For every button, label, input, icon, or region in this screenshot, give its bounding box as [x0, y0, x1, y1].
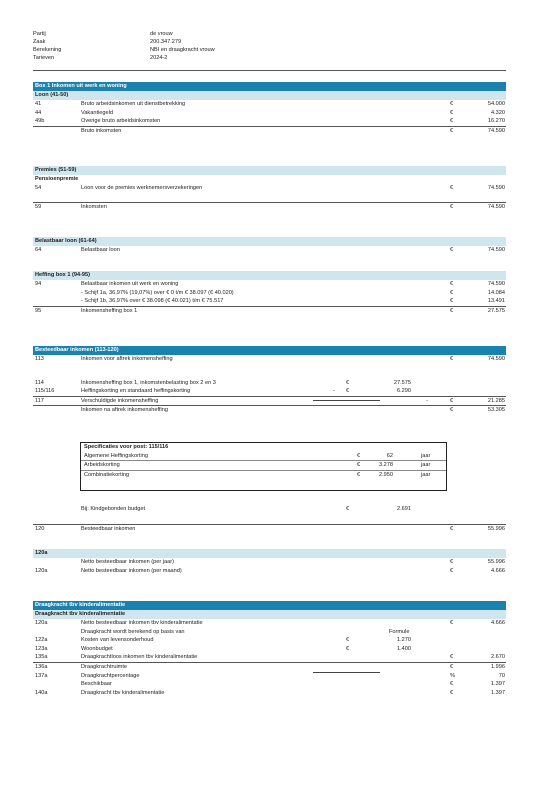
row-label: Heffingskorting en standaard heffingskorting	[81, 388, 191, 395]
subsection-title: Heffing box 1 (94-95)	[33, 271, 506, 280]
currency-symbol: €	[450, 185, 454, 191]
table-row	[33, 379, 506, 388]
currency-symbol: €	[450, 356, 454, 362]
row-amount: 70	[498, 672, 505, 679]
row-amount: 74.590	[487, 247, 505, 253]
table-row	[33, 505, 506, 514]
row-label: Inkomsten	[81, 203, 107, 210]
currency-symbol: €	[450, 689, 454, 696]
row-label: Draagkrachtruimte	[81, 663, 128, 670]
section-besteedbaar-inkomen	[33, 346, 506, 415]
row-amount: 74.590	[487, 281, 505, 287]
row-code: 115/116	[35, 388, 55, 395]
row-code: 120a	[35, 567, 48, 574]
row-amount: 1.397	[491, 681, 505, 688]
table-row-total	[33, 306, 506, 316]
currency-symbol: €	[450, 559, 454, 565]
row-amount: 62	[386, 452, 393, 459]
table-row	[33, 619, 506, 628]
row-amount: 74.590	[487, 356, 505, 362]
row-amount: 1.397	[491, 689, 505, 696]
row-amount: 54.000	[487, 101, 505, 107]
row-amount: 4.320	[491, 109, 505, 116]
table-row	[33, 567, 506, 576]
currency-symbol: €	[450, 109, 454, 116]
table-row	[33, 297, 506, 306]
row-code: 114	[35, 379, 44, 386]
section-title: Box 1 Inkomen uit werk en woning	[33, 82, 506, 91]
section-heffing-box1	[33, 271, 506, 315]
row-label: Draagkracht tbv kinderalimentatie	[81, 689, 165, 696]
row-amount: 1.400	[397, 645, 411, 652]
row-amount: 16.270	[487, 118, 505, 125]
row-code: 59	[35, 203, 42, 210]
row-label: Belastbaar loon	[81, 247, 120, 253]
row-label: Draagkracht wordt berekend op basis van	[81, 628, 185, 635]
row-code: 136a	[35, 663, 48, 670]
row-label: - Schijf 1a, 36,97% (19,07%) over € 0 t/m € 38.097 (€ 40.020)	[81, 289, 234, 296]
row-label: Overige bruto arbeidsinkomsten	[81, 118, 161, 125]
currency-symbol: €	[450, 281, 454, 287]
row-unit: jaar	[421, 471, 431, 478]
row-value: Formule	[389, 628, 410, 635]
row-amount: 14.084	[487, 289, 505, 296]
row-label: Netto besteedbaar inkomen (per jaar)	[81, 559, 174, 565]
currency-symbol: €	[450, 681, 454, 688]
specification-row	[81, 452, 446, 461]
subtotal-rule	[313, 672, 380, 673]
header-divider	[33, 70, 506, 71]
row-amount: 74.590	[487, 203, 505, 210]
currency-symbol: €	[346, 645, 350, 652]
row-label: Beschikbaar	[81, 681, 112, 688]
row-label: Loon voor de premies werknemersverzekeringen	[81, 185, 203, 191]
table-row-total	[33, 202, 506, 212]
row-label: Belastbaar inkomen uit werk en woning	[81, 281, 179, 287]
row-code: 135a	[35, 654, 48, 661]
row-label: Draagkrachtpercentage	[81, 672, 140, 679]
row-code: 113	[35, 356, 44, 362]
minus-sign: -	[426, 397, 428, 404]
row-code: 64	[35, 247, 42, 253]
table-row	[33, 662, 506, 672]
header-row-berekening: Berekening NBI en draagkracht vrouw	[33, 47, 215, 53]
table-row	[33, 280, 506, 289]
row-amount: 2.691	[397, 506, 411, 512]
section-draagkracht	[33, 601, 506, 697]
row-code: 137a	[35, 672, 48, 679]
section-120a	[33, 549, 506, 575]
document-header	[33, 30, 333, 62]
currency-symbol: €	[346, 506, 350, 512]
row-amount: 21.285	[487, 397, 505, 404]
row-label: Bruto inkomsten	[81, 127, 122, 134]
currency-symbol: €	[450, 525, 454, 532]
row-amount: 4.666	[491, 567, 505, 574]
currency-symbol: €	[357, 471, 361, 478]
table-row	[33, 184, 506, 193]
row-amount: 4.666	[491, 620, 505, 626]
currency-symbol: €	[346, 388, 350, 395]
section-belastbaar-loon	[33, 237, 506, 255]
row-code: 94	[35, 281, 42, 287]
table-row-total	[33, 126, 506, 136]
section-box1	[33, 82, 506, 135]
table-row	[33, 680, 506, 689]
table-row	[33, 100, 506, 109]
row-code: 41	[35, 101, 42, 107]
row-label: Netto besteedbaar inkomen (per maand)	[81, 567, 182, 574]
row-label: Algemene Heffingskorting	[84, 452, 148, 459]
row-label: Inkomen na aftrek inkomensheffing	[81, 407, 168, 414]
row-amount: 55.996	[487, 559, 505, 565]
row-label: Inkomensheffing box 1, inkomstenbelasting box 2 en 3	[81, 379, 216, 386]
row-amount: 6.290	[397, 388, 411, 395]
row-label: Inkomen voor aftrek inkomensheffing	[81, 356, 173, 362]
row-label: Inkomensheffing box 1	[81, 307, 138, 314]
row-label: Bij: Kindgebonden budget	[81, 506, 146, 512]
table-row-total	[33, 524, 506, 534]
subsection-title: 120a	[33, 549, 506, 558]
currency-symbol: €	[450, 307, 454, 314]
currency-symbol: €	[450, 663, 454, 670]
subsection-label: Pensioenpremie	[35, 176, 79, 182]
section-title: Besteedbaar inkomen (113-120)	[33, 346, 506, 355]
row-code: 95	[35, 307, 42, 314]
row-amount: 27.575	[393, 379, 411, 386]
specification-row	[81, 470, 446, 480]
row-amount: 55.996	[487, 525, 505, 532]
table-row	[33, 558, 506, 567]
row-code: 140a	[35, 689, 48, 696]
row-label: Besteedbaar inkomen	[81, 525, 136, 532]
kindgebonden-budget-block	[33, 505, 506, 533]
row-code: 54	[35, 185, 42, 191]
row-code: 120a	[35, 620, 48, 626]
row-amount: 53.305	[487, 407, 505, 414]
table-row	[33, 672, 506, 681]
minus-sign: -	[333, 388, 335, 395]
row-amount: 74.590	[487, 185, 505, 191]
currency-symbol: €	[450, 620, 454, 626]
row-amount: 1.996	[491, 663, 505, 670]
currency-symbol: €	[450, 654, 454, 661]
row-label: Specificaties voor post: 115/116	[84, 444, 169, 450]
currency-symbol: €	[357, 462, 361, 469]
row-code: 44	[35, 109, 42, 116]
row-unit: jaar	[421, 462, 431, 469]
row-code: 123a	[35, 645, 48, 652]
row-amount: 2.950	[379, 471, 393, 478]
currency-symbol: €	[357, 452, 361, 459]
row-amount: 2.670	[491, 654, 505, 661]
specification-box	[80, 442, 447, 491]
subsection-title: Belastbaar loon (61-64)	[33, 237, 506, 246]
table-row-total	[33, 405, 506, 415]
header-row-partij: Partij de vrouw	[33, 31, 173, 37]
row-amount: 3.278	[379, 462, 393, 469]
row-code: 49b	[35, 118, 45, 125]
row-code: 122a	[35, 637, 48, 644]
row-amount: 13.491	[487, 298, 505, 305]
row-label: Kosten van levensonderhoud	[81, 637, 154, 644]
row-label: Bruto arbeidsinkomen uit dienstbetrekking	[81, 101, 186, 107]
row-amount: 74.590	[487, 127, 505, 134]
table-row	[33, 246, 506, 255]
table-row	[33, 636, 506, 645]
row-label: - Schijf 1b, 36,97% over € 38.098 (€ 40.021) t/m € 75.517	[81, 298, 224, 305]
row-label: Netto besteedbaar inkomen tbv kinderalimentatie	[81, 620, 203, 626]
table-row	[33, 653, 506, 662]
table-row	[33, 117, 506, 126]
row-amount: 27.575	[487, 307, 505, 314]
currency-symbol: %	[450, 672, 455, 679]
table-row	[33, 355, 506, 364]
row-label: Draagkrachtloos inkomen tbv kinderalimentatie	[81, 654, 198, 661]
subtotal-rule	[313, 400, 380, 401]
subsection-title: Premies (51-59)	[33, 166, 506, 175]
currency-symbol: €	[450, 298, 454, 305]
currency-symbol: €	[346, 637, 350, 644]
currency-symbol: €	[450, 407, 454, 414]
specification-title	[81, 443, 446, 452]
currency-symbol: €	[450, 567, 454, 574]
table-row	[33, 628, 506, 637]
subsection-title: Loon (41-50)	[33, 91, 506, 100]
section-premies	[33, 166, 506, 211]
table-row	[33, 387, 506, 396]
subsection-title: Draagkracht tbv kinderalimentatie	[33, 610, 506, 619]
currency-symbol: €	[450, 397, 454, 404]
header-row-tarieven: Tarieven 2024-2	[33, 55, 168, 61]
table-row	[33, 396, 506, 406]
row-label: Verschuldigde inkomensheffing	[81, 397, 159, 404]
currency-symbol: €	[450, 289, 454, 296]
section-title: Draagkracht tbv kinderalimentatie	[33, 601, 506, 610]
currency-symbol: €	[450, 101, 454, 107]
table-row	[33, 645, 506, 654]
row-code: 120	[35, 525, 45, 532]
row-label: Vakantiegeld	[81, 109, 113, 116]
row-label: Woonbudget	[81, 645, 113, 652]
row-amount: 1.270	[397, 637, 411, 644]
currency-symbol: €	[346, 379, 350, 386]
specification-row	[81, 460, 446, 470]
row-label: Combinatiekorting	[84, 471, 130, 478]
table-row	[33, 289, 506, 298]
header-row-zaak: Zaak 200.347.279	[33, 39, 182, 45]
currency-symbol: €	[450, 247, 454, 253]
table-row-total	[33, 689, 506, 698]
currency-symbol: €	[450, 127, 454, 134]
row-unit: jaar	[421, 452, 431, 459]
table-row	[33, 109, 506, 118]
currency-symbol: €	[450, 203, 454, 210]
row-code: 117	[35, 397, 44, 404]
currency-symbol: €	[450, 118, 454, 125]
row-label: Arbeidskorting	[84, 462, 120, 469]
